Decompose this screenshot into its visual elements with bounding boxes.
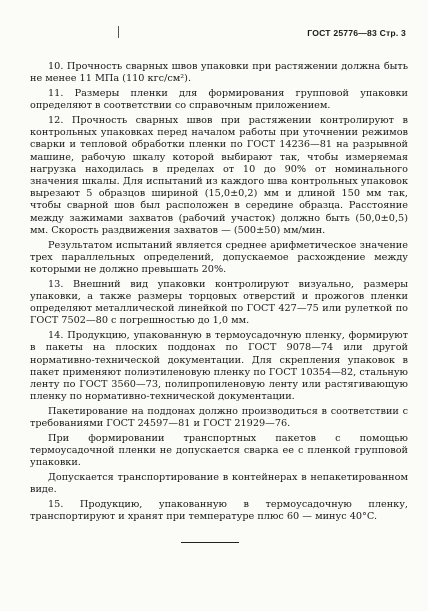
paragraph-14-containers: Допускается транспортирование в контейнерах в непакетированном виде. (30, 472, 408, 496)
end-rule (181, 542, 239, 543)
paragraph-15: 15. Продукцию, упакованную в термоусадочную пленку, транспортируют и хранят при температуре плюс 60 — минус 40°C. (30, 499, 408, 523)
paragraph-14-pallets: Пакетирование на поддонах должно производиться в соответствии с требованиями ГОСТ 24597—81 и ГОСТ 21929—76. (30, 406, 408, 430)
paragraph-10: 10. Прочность сварных швов упаковки при растяжении должна быть не менее 11 МПа (110 кгс/см²). (30, 61, 408, 85)
paragraph-12: 12. Прочность сварных швов при растяжении контролируют в контрольных упаковках перед началом работы при уточнении режимов сварки и тепловой обработки пленки по ГОСТ 14236—81 на разрывной машине, рабочую шкалу которой выбирают так, чтобы измеряемая нагрузка находилась в пределах от 10 до 90% от номинального значения шкалы. Для испытаний из каждого шва контрольных упаковок вырезают 5 образцов шириной (15,0±0,2) мм и длиной 150 мм так, чтобы сварной шов был расположен в середине образца. Расстояние между зажимами захватов (рабочий участок) должно быть (50,0±0,5) мм. Скорость раздвижения захватов — (500±50) мм/мин. (30, 115, 408, 236)
paragraph-14: 14. Продукцию, упакованную в термоусадочную пленку, формируют в пакеты на плоских поддонах по ГОСТ 9078—74 или другой нормативно-технической документации. Для скрепления упаковок в пакет применяют полиэтиленовую пленку по ГОСТ 10354—82, стальную ленту по ГОСТ 3560—73, полипропиленовую ленту или растягивающую пленку по нормативно-технической документации. (30, 330, 408, 403)
paragraph-12-result: Результатом испытаний является среднее арифметическое значение трех параллельных определений, допускаемое расхождение между которыми не должно превышать 20%. (30, 239, 408, 276)
paragraph-14-shrink: При формировании транспортных пакетов с помощью термоусадочной пленки не допускается сварка ее с пленкой групповой упаковки. (30, 433, 408, 469)
paragraph-13: 13. Внешний вид упаковки контролируют визуально, размеры упаковки, а также размеры торцовых отверстий и прожогов пленки определяют металлической линейкой по ГОСТ 427—75 или рулеткой по ГОСТ 7502—80 с погрешностью до 1,0 мм. (30, 278, 408, 327)
document-body (30, 61, 408, 526)
margin-tick-mark (118, 26, 119, 38)
page-header: ГОСТ 25776—83 Стр. 3 (307, 28, 406, 38)
paragraph-11: 11. Размеры пленки для формирования групповой упаковки определяют в соответствии со справочным приложением. (30, 88, 408, 112)
